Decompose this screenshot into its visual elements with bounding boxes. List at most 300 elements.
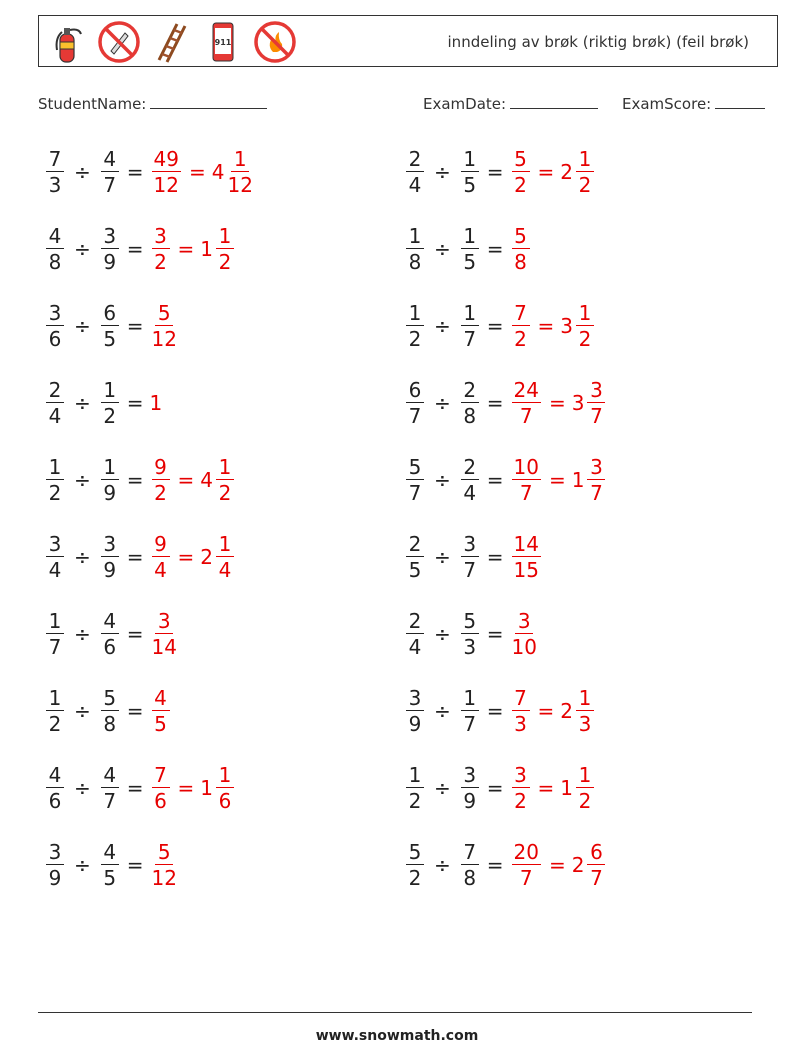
- numerator: 1: [576, 688, 594, 711]
- fraction: [461, 457, 479, 503]
- mixed-whole: 2: [560, 699, 574, 723]
- denominator: 2: [154, 250, 167, 274]
- problem-item: [404, 296, 596, 356]
- denominator: 15: [513, 558, 539, 582]
- answer: [150, 149, 255, 195]
- numerator: 9: [152, 534, 170, 557]
- division-sign: ÷: [434, 160, 451, 184]
- fraction: [46, 765, 64, 811]
- numerator: 7: [46, 149, 64, 172]
- exam-score-label: ExamScore:: [622, 95, 712, 113]
- numerator: 7: [512, 303, 530, 326]
- numerator: 3: [587, 380, 605, 403]
- fraction: [406, 842, 424, 888]
- numerator: 1: [406, 226, 424, 249]
- denominator: 7: [103, 789, 117, 813]
- mixed-whole: 2: [200, 545, 214, 569]
- fraction: [461, 765, 479, 811]
- phone-label: 911: [214, 38, 232, 47]
- fraction: [512, 534, 541, 580]
- fraction: [46, 688, 64, 734]
- fraction: [46, 842, 64, 888]
- denominator: 4: [218, 558, 232, 582]
- fraction: [461, 842, 479, 888]
- equals-sign: =: [126, 160, 144, 184]
- footer-url: www.snowmath.com: [315, 1028, 479, 1044]
- division-sign: ÷: [74, 699, 91, 723]
- fraction: [461, 688, 479, 734]
- numerator: 4: [101, 149, 119, 172]
- equals-sign: =: [126, 314, 144, 338]
- fraction: [576, 303, 594, 349]
- numerator: 1: [46, 457, 64, 480]
- numerator: 3: [46, 534, 64, 557]
- equals-sign: =: [537, 314, 555, 338]
- division-sign: ÷: [74, 853, 91, 877]
- answer: [150, 303, 179, 349]
- fraction: [152, 688, 170, 734]
- equals-sign: =: [548, 468, 566, 492]
- denominator: 3: [578, 712, 592, 736]
- exam-date-field: [423, 94, 598, 113]
- problem-item: [44, 450, 236, 510]
- denominator: 6: [48, 789, 62, 813]
- fraction: [406, 457, 424, 503]
- denominator: 7: [519, 481, 533, 505]
- problem-item: [44, 142, 255, 202]
- fraction: [46, 534, 64, 580]
- denominator: 2: [408, 327, 422, 351]
- denominator: 2: [578, 173, 592, 197]
- fraction: [101, 842, 119, 888]
- numerator: 2: [406, 611, 424, 634]
- equals-sign: =: [126, 468, 144, 492]
- denominator: 2: [408, 789, 422, 813]
- numerator: 1: [216, 534, 234, 557]
- denominator: 4: [154, 558, 167, 582]
- numerator: 4: [152, 688, 170, 711]
- no-writing-icon: [97, 20, 141, 64]
- denominator: 9: [103, 250, 117, 274]
- division-sign: ÷: [434, 622, 451, 646]
- fraction: [461, 149, 479, 195]
- answer-whole: 1: [149, 391, 163, 415]
- denominator: 3: [463, 635, 477, 659]
- mixed-whole: 3: [571, 391, 585, 415]
- equals-sign: =: [486, 545, 504, 569]
- problem-item: [404, 681, 596, 741]
- division-sign: ÷: [74, 545, 91, 569]
- denominator: 12: [227, 173, 253, 197]
- exam-score-field: [622, 94, 765, 113]
- equals-sign: =: [548, 853, 566, 877]
- problem-item: [404, 219, 532, 279]
- equals-sign: =: [537, 699, 555, 723]
- fraction: [512, 688, 530, 734]
- fraction: [587, 380, 605, 426]
- denominator: 12: [151, 327, 177, 351]
- denominator: 7: [463, 558, 477, 582]
- numerator: 4: [46, 765, 64, 788]
- no-fire-icon: [253, 20, 297, 64]
- denominator: 2: [218, 481, 232, 505]
- denominator: 8: [514, 250, 527, 274]
- denominator: 6: [218, 789, 232, 813]
- equals-sign: =: [486, 699, 504, 723]
- denominator: 8: [463, 404, 477, 428]
- numerator: 3: [101, 534, 119, 557]
- numerator: 3: [515, 611, 533, 634]
- denominator: 5: [408, 558, 422, 582]
- equals-sign: =: [537, 776, 555, 800]
- fraction: [576, 149, 594, 195]
- mixed-whole: 1: [200, 237, 214, 261]
- numerator: 7: [461, 842, 479, 865]
- worksheet-title: inndeling av brøk (riktig brøk) (feil brøk): [447, 33, 749, 51]
- division-sign: ÷: [434, 391, 451, 415]
- numerator: 3: [155, 611, 173, 634]
- equals-sign: =: [126, 853, 144, 877]
- fraction: [46, 611, 64, 657]
- division-sign: ÷: [74, 391, 91, 415]
- numerator: 5: [101, 688, 119, 711]
- numerator: 4: [46, 226, 64, 249]
- numerator: 1: [576, 765, 594, 788]
- division-sign: ÷: [434, 699, 451, 723]
- fraction: [152, 303, 177, 349]
- denominator: 7: [463, 712, 477, 736]
- fraction: [101, 611, 119, 657]
- numerator: 5: [512, 226, 530, 249]
- equals-sign: =: [486, 468, 504, 492]
- equals-sign: =: [486, 391, 504, 415]
- division-sign: ÷: [434, 853, 451, 877]
- fraction: [512, 380, 541, 426]
- division-sign: ÷: [74, 314, 91, 338]
- problem-item: [44, 373, 163, 433]
- denominator: 2: [48, 712, 62, 736]
- numerator: 3: [46, 842, 64, 865]
- mixed-whole: 4: [211, 160, 225, 184]
- equals-sign: =: [188, 160, 206, 184]
- problem-item: [404, 373, 607, 433]
- fraction: [512, 611, 537, 657]
- answer: [510, 149, 597, 195]
- equals-sign: =: [486, 314, 504, 338]
- denominator: 5: [463, 250, 477, 274]
- fraction: [512, 842, 541, 888]
- numerator: 3: [587, 457, 605, 480]
- header-icons: [45, 19, 297, 65]
- fraction: [46, 149, 64, 195]
- fraction: [101, 380, 119, 426]
- numerator: 5: [512, 149, 530, 172]
- numerator: 1: [101, 380, 119, 403]
- answer: [150, 226, 237, 272]
- fraction: [227, 149, 252, 195]
- problem-item: [404, 527, 543, 587]
- problem-item: [404, 758, 596, 818]
- equals-sign: =: [548, 391, 566, 415]
- numerator: 14: [513, 532, 539, 556]
- numerator: 1: [231, 149, 249, 172]
- fraction: [406, 611, 424, 657]
- fraction: [461, 611, 479, 657]
- denominator: 7: [463, 327, 477, 351]
- division-sign: ÷: [74, 468, 91, 492]
- fraction: [587, 457, 605, 503]
- denominator: 7: [590, 404, 603, 428]
- ladder-icon: [149, 20, 193, 64]
- denominator: 2: [103, 404, 117, 428]
- numerator: 1: [216, 457, 234, 480]
- fraction: [512, 149, 530, 195]
- numerator: 6: [101, 303, 119, 326]
- problem-item: [404, 142, 596, 202]
- numerator: 9: [152, 457, 170, 480]
- fraction: [46, 303, 64, 349]
- answer: [150, 842, 179, 888]
- denominator: 7: [519, 866, 533, 890]
- equals-sign: =: [126, 622, 144, 646]
- numerator: 24: [513, 378, 539, 402]
- numerator: 6: [587, 842, 605, 865]
- denominator: 2: [48, 481, 62, 505]
- denominator: 2: [408, 866, 422, 890]
- fraction: [216, 226, 234, 272]
- fraction: [101, 534, 119, 580]
- answer: [510, 534, 543, 580]
- fraction: [406, 303, 424, 349]
- fraction: [101, 688, 119, 734]
- answer: [510, 765, 597, 811]
- problem-item: [44, 527, 236, 587]
- fraction: [216, 457, 234, 503]
- mixed-whole: 1: [560, 776, 574, 800]
- answer: [510, 380, 608, 426]
- numerator: 5: [461, 611, 479, 634]
- division-sign: ÷: [434, 776, 451, 800]
- answer: [510, 226, 532, 272]
- equals-sign: =: [126, 776, 144, 800]
- numerator: 1: [46, 688, 64, 711]
- denominator: 9: [408, 712, 422, 736]
- fraction: [46, 457, 64, 503]
- fraction: [406, 688, 424, 734]
- numerator: 4: [101, 842, 119, 865]
- fraction: [152, 457, 170, 503]
- denominator: 4: [48, 404, 62, 428]
- fraction: [406, 226, 424, 272]
- numerator: 1: [406, 765, 424, 788]
- denominator: 2: [154, 481, 167, 505]
- equals-sign: =: [486, 853, 504, 877]
- numerator: 1: [576, 303, 594, 326]
- fraction: [461, 226, 479, 272]
- numerator: 1: [461, 226, 479, 249]
- answer: [510, 611, 539, 657]
- denominator: 2: [514, 173, 527, 197]
- denominator: 2: [218, 250, 232, 274]
- denominator: 2: [514, 789, 527, 813]
- problem-item: [44, 758, 236, 818]
- denominator: 2: [514, 327, 527, 351]
- numerator: 1: [461, 149, 479, 172]
- equals-sign: =: [486, 776, 504, 800]
- numerator: 2: [406, 149, 424, 172]
- numerator: 1: [46, 611, 64, 634]
- mixed-whole: 2: [560, 160, 574, 184]
- numerator: 5: [406, 842, 424, 865]
- denominator: 7: [519, 404, 533, 428]
- denominator: 3: [48, 173, 62, 197]
- denominator: 4: [463, 481, 477, 505]
- numerator: 7: [512, 688, 530, 711]
- mixed-whole: 3: [560, 314, 574, 338]
- denominator: 7: [48, 635, 62, 659]
- problem-item: [404, 835, 607, 895]
- numerator: 20: [513, 840, 539, 864]
- equals-sign: =: [126, 545, 144, 569]
- numerator: 3: [512, 765, 530, 788]
- denominator: 14: [151, 635, 177, 659]
- equals-sign: =: [537, 160, 555, 184]
- exam-date-blank[interactable]: [510, 94, 598, 109]
- denominator: 2: [578, 327, 592, 351]
- problem-item: [44, 681, 172, 741]
- numerator: 3: [46, 303, 64, 326]
- student-name-label: StudentName:: [38, 95, 147, 113]
- fraction: [587, 842, 605, 888]
- denominator: 12: [153, 173, 179, 197]
- problem-item: [404, 450, 607, 510]
- fraction: [101, 457, 119, 503]
- fraction: [406, 149, 424, 195]
- fraction: [406, 765, 424, 811]
- denominator: 9: [103, 481, 117, 505]
- equals-sign: =: [126, 699, 144, 723]
- numerator: 2: [461, 457, 479, 480]
- answer: [150, 457, 237, 503]
- equals-sign: =: [486, 160, 504, 184]
- numerator: 5: [155, 303, 173, 326]
- fraction: [576, 688, 594, 734]
- footer-divider: [38, 1012, 752, 1013]
- denominator: 6: [48, 327, 62, 351]
- fraction: [101, 765, 119, 811]
- numerator: 3: [406, 688, 424, 711]
- answer: [150, 688, 172, 734]
- equals-sign: =: [177, 545, 195, 569]
- fraction: [576, 765, 594, 811]
- fraction: [406, 380, 424, 426]
- denominator: 5: [463, 173, 477, 197]
- fraction: [101, 226, 119, 272]
- denominator: 12: [151, 866, 177, 890]
- numerator: 4: [101, 765, 119, 788]
- answer: [150, 391, 164, 415]
- denominator: 7: [590, 481, 603, 505]
- answer: [510, 457, 608, 503]
- problem-item: [44, 835, 179, 895]
- denominator: 4: [408, 635, 422, 659]
- denominator: 9: [103, 558, 117, 582]
- numerator: 10: [513, 455, 539, 479]
- denominator: 9: [463, 789, 477, 813]
- student-name-field: [38, 94, 267, 113]
- numerator: 2: [461, 380, 479, 403]
- problem-item: [404, 604, 539, 664]
- student-name-blank[interactable]: [150, 94, 267, 109]
- numerator: 1: [461, 688, 479, 711]
- fraction: [46, 226, 64, 272]
- equals-sign: =: [486, 237, 504, 261]
- answer: [510, 688, 597, 734]
- division-sign: ÷: [434, 545, 451, 569]
- division-sign: ÷: [74, 622, 91, 646]
- answer: [510, 303, 597, 349]
- fraction: [152, 149, 181, 195]
- equals-sign: =: [177, 468, 195, 492]
- denominator: 7: [103, 173, 117, 197]
- numerator: 3: [461, 534, 479, 557]
- numerator: 3: [152, 226, 170, 249]
- numerator: 5: [155, 842, 173, 865]
- answer: [150, 611, 179, 657]
- answer: [150, 534, 237, 580]
- fraction: [152, 534, 170, 580]
- fraction: [512, 226, 530, 272]
- numerator: 5: [406, 457, 424, 480]
- numerator: 1: [576, 149, 594, 172]
- equals-sign: =: [126, 237, 144, 261]
- mixed-whole: 4: [200, 468, 214, 492]
- fraction: [512, 457, 541, 503]
- denominator: 4: [48, 558, 62, 582]
- division-sign: ÷: [434, 468, 451, 492]
- fraction: [152, 226, 170, 272]
- problem-item: [44, 219, 236, 279]
- denominator: 9: [48, 866, 62, 890]
- numerator: 2: [46, 380, 64, 403]
- exam-date-label: ExamDate:: [423, 95, 507, 113]
- division-sign: ÷: [74, 237, 91, 261]
- division-sign: ÷: [434, 237, 451, 261]
- answer: [150, 765, 237, 811]
- problem-item: [44, 296, 179, 356]
- answer: [510, 842, 608, 888]
- numerator: 1: [101, 457, 119, 480]
- fraction: [101, 149, 119, 195]
- denominator: 6: [103, 635, 117, 659]
- worksheet-header: [38, 15, 778, 67]
- denominator: 3: [514, 712, 527, 736]
- numerator: 49: [153, 147, 179, 171]
- denominator: 10: [511, 635, 537, 659]
- fraction: [461, 380, 479, 426]
- division-sign: ÷: [74, 160, 91, 184]
- phone-911-icon: [201, 20, 245, 64]
- mixed-whole: 1: [200, 776, 214, 800]
- fraction: [152, 611, 177, 657]
- equals-sign: =: [177, 237, 195, 261]
- denominator: 6: [154, 789, 167, 813]
- numerator: 7: [152, 765, 170, 788]
- equals-sign: =: [486, 622, 504, 646]
- exam-score-blank[interactable]: [715, 94, 765, 109]
- denominator: 2: [578, 789, 592, 813]
- numerator: 6: [406, 380, 424, 403]
